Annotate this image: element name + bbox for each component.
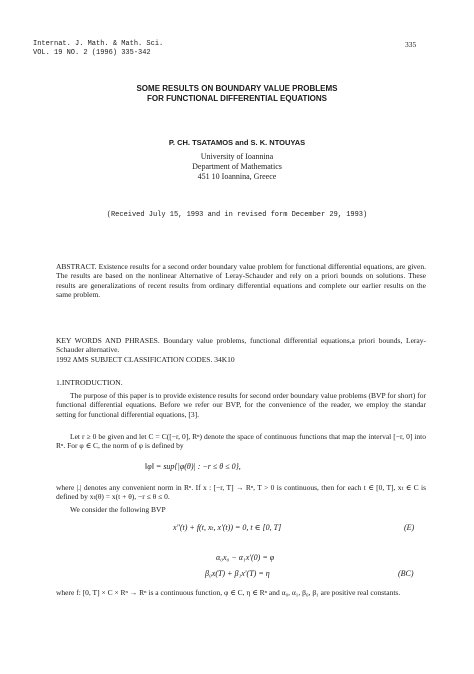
intro-paragraph-3: where |.| denotes any convenient norm in Rⁿ. If x : [−r, T] → Rⁿ, T > 0 is continuous, then for each t ∈ [0, T], xₜ ∈ C is defined by xₜ(θ) = x(t + θ), −r ≤ θ ≤ 0. (56, 483, 426, 502)
ams-classification: 1992 AMS SUBJECT CLASSIFICATION CODES. 34K10 (56, 355, 235, 364)
intro-paragraph-1: The purpose of this paper is to provide existence results for second order boundary value problems (BVP for short) for functional differential equations. Before we refer our BVP, for the convenience of the reader, we employ the standar setting for functional differential equations, [3]. (56, 391, 426, 419)
journal-citation (33, 40, 163, 58)
authors: P. CH. TSATAMOS and S. K. NTOUYAS (168, 138, 306, 147)
affiliation-line-1: University of Ioannina (200, 152, 274, 161)
boundary-condition-2: β₀x(T) + β₁x′(T) = η (205, 569, 270, 578)
journal-line-2: VOL. 19 NO. 2 (1996) 335-342 (33, 49, 151, 57)
intro-paragraph-2: Let r ≥ 0 be given and let C = C([−r, 0], Rⁿ) denote the space of continuous functions that map the interval [−r, 0] into Rⁿ. For φ ∈ C, the norm of φ is defined by (56, 432, 426, 451)
intro-paragraph-5: where f: [0, T] × C × Rⁿ → Rⁿ is a continuous function, φ ∈ C, η ∈ Rⁿ and α₀, α₁, β₀, β₁ are positive real constants. (56, 588, 401, 597)
boundary-condition-1: α₀x₀ − α₁x′(0) = φ (216, 553, 275, 562)
abstract: ABSTRACT. Existence results for a second order boundary value problem for functional differential equations, are given. The results are based on the nonlinear Alternative of Leray-Schauder and rely on a priori bounds on solutions. These results are generalizations of recent results from ordinary differential equations and complete our earlier results on the same problem. (56, 262, 426, 299)
section-heading: 1.INTRODUCTION. (56, 378, 123, 387)
affiliation-line-2: Department of Mathematics (192, 162, 282, 171)
received-dates: (Received July 15, 1993 and in revised form December 29, 1993) (106, 211, 368, 219)
title-line-2: FOR FUNCTIONAL DIFFERENTIAL EQUATIONS (147, 94, 327, 103)
title-line-1: SOME RESULTS ON BOUNDARY VALUE PROBLEMS (136, 84, 338, 93)
page-number: 335 (405, 40, 417, 49)
equation-e: x″(t) + f(t, xₜ, x′(t)) = 0, t ∈ [0, T] (173, 523, 282, 532)
paper-title (0, 84, 474, 104)
intro-paragraph-4: We consider the following BVP (70, 505, 166, 514)
boundary-condition-tag: (BC) (398, 569, 414, 578)
keywords: KEY WORDS AND PHRASES. Boundary value problems, functional differential equations,a priori bounds, Leray-Schauder alternative. (56, 336, 426, 355)
affiliation-line-3: 451 10 Ioannina, Greece (197, 172, 277, 181)
affiliation (0, 152, 474, 182)
journal-line-1: Internat. J. Math. & Math. Sci. (33, 40, 164, 48)
equation-e-tag: (E) (404, 523, 415, 532)
norm-equation: ‖φ‖ = sup{|φ(θ)| : −r ≤ θ ≤ 0}, (145, 462, 241, 471)
